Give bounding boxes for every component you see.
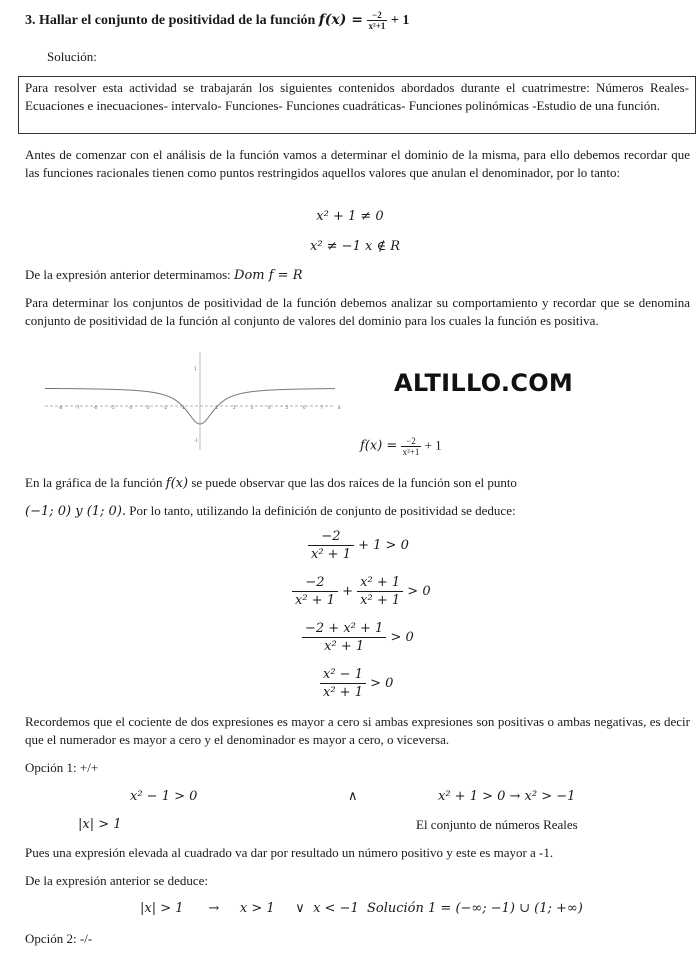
x-tick-label: 8 — [338, 405, 341, 410]
title-fx: f(x) = — [318, 12, 364, 28]
ineq2-num1: −2 — [292, 574, 338, 592]
x-tick-label: -8 — [58, 405, 62, 410]
title-frac-num: −2 — [367, 10, 388, 21]
x-tick-label: 4 — [268, 405, 271, 410]
ineq4-num: x² − 1 — [320, 666, 366, 684]
ineq2-den1: x² + 1 — [295, 593, 335, 608]
paragraph-quotient: Recordemos que el cociente de dos expresiones es mayor a cero si ambas expresiones son positivas o ambas negativas, es decir que el numerador es mayor a cero y el denominador es mayor a cero, o viceversa. — [25, 714, 690, 747]
x-tick-label: -1 — [180, 405, 185, 410]
inequality-2 — [292, 574, 431, 609]
solution-label: Solución: — [47, 49, 97, 64]
title-text: 3. Hallar el conjunto de positividad de la función — [25, 13, 316, 28]
inequality-1 — [308, 528, 409, 563]
option-1-right: x² + 1 > 0 → x² > −1 — [438, 789, 576, 804]
ineq4-rest: > 0 — [370, 676, 394, 691]
roots-fx: f(x) — [165, 476, 189, 491]
domain-text: De la expresión anterior determinamos: — [25, 267, 231, 282]
equation-2: x² ≠ −1 x ∉ R — [309, 239, 400, 254]
caption-frac-den: x²+1 — [402, 447, 420, 457]
x-tick-label: 5 — [285, 405, 289, 410]
caption-fraction — [401, 436, 422, 457]
paragraph-square: Pues una expresión elevada al cuadrado va dar por resultado un número positivo y este es mayor a -1. — [25, 845, 554, 860]
domain-math: Dom f = R — [234, 268, 303, 283]
paragraph-deduce: De la expresión anterior se deduce: — [25, 873, 209, 888]
graph-caption — [360, 436, 442, 457]
function-graph — [45, 352, 341, 450]
x-tick-label: 6 — [303, 405, 306, 410]
paragraph-roots-points — [25, 502, 690, 521]
ineq4-den: x² + 1 — [323, 685, 363, 700]
paragraph-domain: Antes de comenzar con el análisis de la función vamos a determinar el dominio de la misma, para ello debemos recordar que las funciones racionales tienen como puntos restringidos aquellos valores que anulan el denominador, por lo tanto: — [25, 147, 690, 180]
inequality-3 — [302, 620, 414, 655]
option-1-right-2: El conjunto de números Reales — [416, 817, 578, 832]
inequality-4 — [320, 666, 393, 701]
x-tick-label: 7 — [320, 405, 324, 410]
roots-text-start: En la gráfica de la función — [25, 475, 163, 490]
x-tick-label: -6 — [93, 405, 97, 410]
y-tick-label: 1 — [194, 366, 197, 371]
solution-1: |x| > 1 → x > 1 ∨ x < −1 Solución 1 = (−∞; −1) ∪ (1; +∞) — [140, 901, 583, 916]
title-suffix: + 1 — [390, 13, 410, 28]
x-tick-label: -2 — [163, 405, 167, 410]
option-1-left: x² − 1 > 0 — [130, 789, 198, 804]
exercise-title — [25, 10, 685, 31]
contents-box-text: Para resolver esta actividad se trabajarán los siguientes contenidos abordados durante el cuatrimestre: Números Reales- Ecuaciones e inecuaciones- intervalo- Funciones- Funciones cuadráticas- Funciones polinómicas -Estudio de una función. — [25, 80, 689, 113]
x-tick-label: -5 — [110, 405, 115, 410]
caption-frac-num: −2 — [401, 436, 422, 447]
watermark: ALTILLO.COM — [394, 369, 574, 397]
ineq2-den2: x² + 1 — [360, 593, 401, 608]
ineq3-num: −2 + x² + 1 — [302, 620, 386, 638]
option-2-label: Opción 2: -/- — [25, 931, 93, 946]
roots-deduce-text: Por lo tanto, utilizando la definición de conjunto de positividad se deduce: — [129, 503, 516, 518]
equation-1: x² + 1 ≠ 0 — [316, 209, 384, 224]
caption-fx: f(x) = — [360, 438, 398, 454]
title-fraction — [367, 10, 388, 31]
y-tick-label: -1 — [194, 438, 198, 443]
domain-line — [25, 266, 302, 285]
ineq2-plus: + — [342, 584, 354, 599]
x-tick-label: 1 — [215, 405, 219, 410]
ineq1-den: x² + 1 — [311, 547, 351, 562]
paragraph-roots — [25, 474, 690, 493]
x-tick-label: -3 — [145, 405, 150, 410]
title-frac-den: x²+1 — [368, 21, 386, 32]
ineq3-rest: > 0 — [390, 630, 414, 645]
option-1-left-2: |x| > 1 — [78, 817, 122, 832]
x-tick-label: -4 — [128, 405, 132, 410]
roots-points: (−1; 0) y (1; 0). — [25, 504, 127, 519]
ineq2-rest: > 0 — [407, 584, 431, 599]
ineq2-num2: x² + 1 — [357, 574, 403, 592]
caption-suffix: + 1 — [424, 437, 442, 453]
x-tick-label: -7 — [75, 405, 80, 410]
option-1-label: Opción 1: +/+ — [25, 760, 99, 775]
option-1-and: ∧ — [348, 789, 358, 804]
x-tick-label: 3 — [250, 405, 254, 410]
x-tick-label: 2 — [233, 405, 236, 410]
ineq1-num: −2 — [308, 528, 354, 546]
ineq1-rest: + 1 > 0 — [358, 538, 409, 553]
ineq3-den: x² + 1 — [324, 639, 365, 654]
roots-text-end: se puede observar que las dos raíces de la función son el punto — [191, 475, 517, 490]
paragraph-positivity: Para determinar los conjuntos de positividad de la función debemos analizar su comportamiento y recordar que se denomina conjunto de positividad de la función al conjunto de valores del dominio para los cuales la función es positiva. — [25, 295, 690, 328]
